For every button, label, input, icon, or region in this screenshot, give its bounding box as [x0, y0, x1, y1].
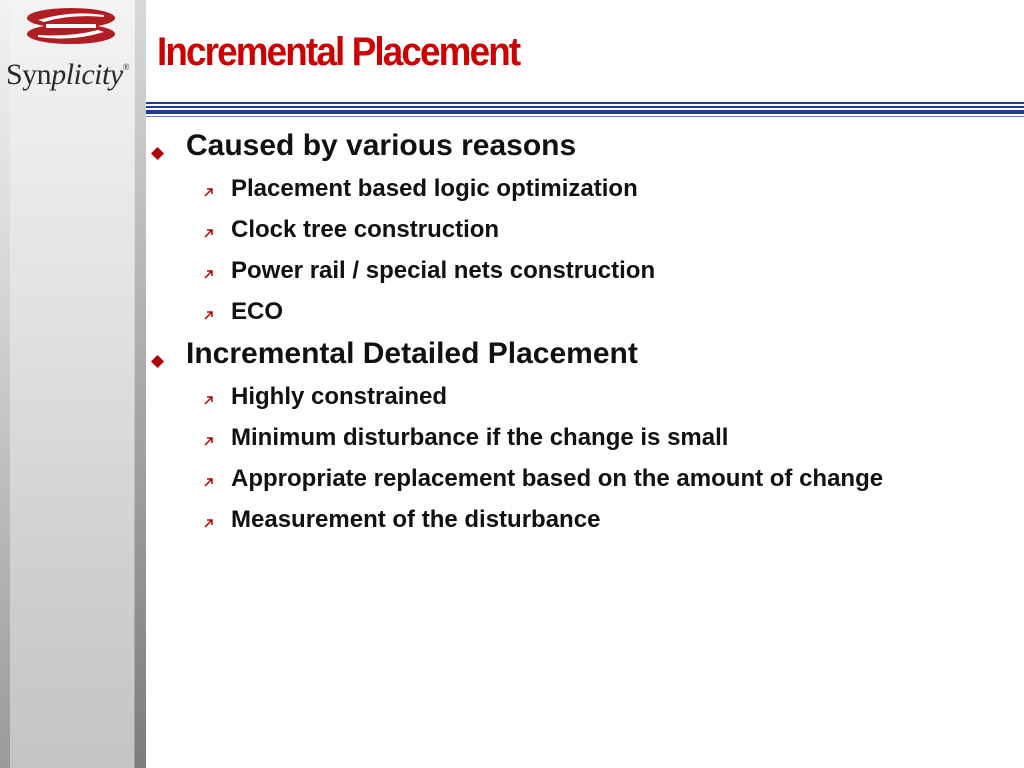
- arrow-up-right-icon: [202, 267, 216, 281]
- bullet-content: [148, 125, 1018, 543]
- wordmark-italic: plicity: [51, 58, 123, 91]
- synplicity-wordmark: [6, 58, 138, 92]
- synplicity-logo: [0, 0, 146, 110]
- arrow-up-right-icon: [202, 434, 216, 448]
- title-rule-2: [146, 106, 1024, 108]
- bullet-level2-text: Measurement of the disturbance: [231, 506, 601, 533]
- synplicity-logo-mark-icon: [24, 6, 118, 46]
- bullet-level2-text: Minimum disturbance if the change is small: [231, 424, 729, 451]
- side-band-inner: [10, 0, 134, 768]
- arrow-up-right-icon: [202, 185, 216, 199]
- bullet-level2-text: Placement based logic optimization: [231, 175, 638, 202]
- bullet-level2: [148, 171, 1018, 212]
- bullet-level1: [148, 129, 1018, 171]
- slide-title: Incremental Placement: [157, 30, 520, 74]
- wordmark-main: Syn: [6, 58, 52, 91]
- bullet-level2-text: Appropriate replacement based on the amount of change: [231, 465, 884, 492]
- diamond-bullet-icon: [151, 355, 164, 368]
- arrow-up-right-icon: [202, 308, 216, 322]
- bullet-level2: [148, 253, 1018, 294]
- arrow-up-right-icon: [202, 226, 216, 240]
- side-band-strip: [135, 0, 146, 768]
- bullet-level2: [148, 379, 1018, 420]
- bullet-level2: [148, 294, 1018, 335]
- title-rule-3: [146, 110, 1024, 114]
- title-rule-1: [146, 102, 1024, 104]
- arrow-up-right-icon: [202, 475, 216, 489]
- arrow-up-right-icon: [202, 393, 216, 407]
- bullet-level1-text: Incremental Detailed Placement: [186, 337, 638, 370]
- bullet-level2: [148, 461, 1018, 502]
- bullet-level1: [148, 337, 1018, 379]
- diamond-bullet-icon: [151, 147, 164, 160]
- bullet-level1-text: Caused by various reasons: [186, 129, 577, 162]
- bullet-level2: [148, 420, 1018, 461]
- wordmark-registered: ®: [122, 62, 130, 72]
- arrow-up-right-icon: [202, 516, 216, 530]
- side-band: [0, 0, 146, 768]
- bullet-level2-text: Power rail / special nets construction: [231, 257, 656, 284]
- bullet-level2: [148, 502, 1018, 543]
- bullet-level2: [148, 212, 1018, 253]
- bullet-level2-text: Highly constrained: [231, 383, 448, 410]
- title-rule-4: [146, 116, 1024, 117]
- bullet-level2-text: ECO: [231, 298, 284, 325]
- bullet-level2-text: Clock tree construction: [231, 216, 500, 243]
